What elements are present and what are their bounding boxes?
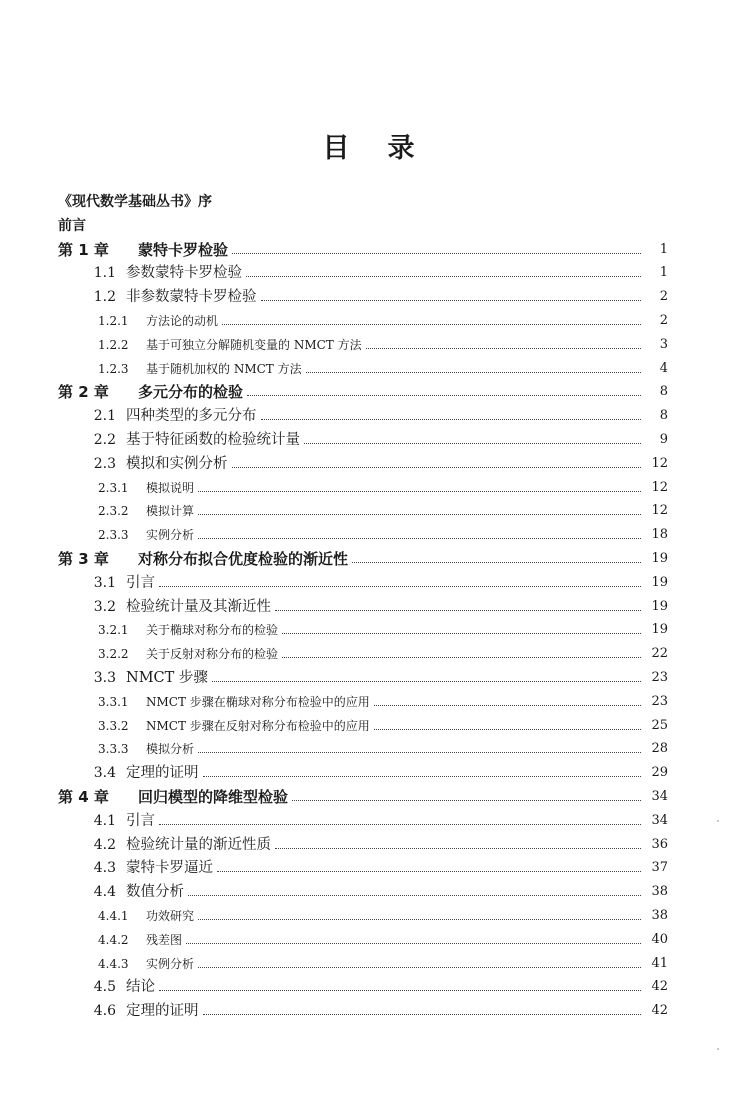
toc-front-matter-entry[interactable]: [58, 186, 668, 210]
dot-leader: [217, 871, 641, 872]
dot-leader: [232, 467, 642, 468]
toc-page-number: 19: [651, 551, 668, 566]
toc-entry-title: 关于椭球对称分布的检验: [146, 623, 279, 638]
toc-subsection-entry[interactable]: [98, 900, 668, 924]
toc-page-number: 36: [651, 836, 668, 852]
toc-section-entry[interactable]: [78, 567, 668, 591]
toc-entry-number: 2.3.1: [98, 480, 129, 495]
toc-entry-title: 模拟说明: [146, 480, 195, 495]
dot-leader: [188, 895, 641, 896]
dot-leader: [246, 276, 641, 277]
toc-page-number: 34: [651, 789, 668, 804]
toc-page-number: 19: [651, 622, 668, 638]
dot-leader: [159, 824, 641, 825]
dot-leader: [366, 348, 641, 349]
toc-entry-number: 1.2.2: [98, 337, 129, 352]
toc-page-number: 38: [651, 908, 668, 923]
toc-entry-title: 残差图: [146, 932, 183, 947]
toc-entry-number: 第 4 章: [58, 788, 109, 806]
toc-section-entry[interactable]: [78, 757, 668, 781]
toc-subsection-entry[interactable]: [98, 948, 668, 972]
toc-page-number: 40: [651, 931, 668, 947]
dot-leader: [203, 1014, 642, 1015]
dot-leader: [282, 633, 641, 634]
toc-page-number: 23: [651, 693, 668, 709]
toc-entry-number: 1.2.3: [98, 361, 129, 376]
toc-page-number: 8: [659, 384, 668, 400]
toc-entry-title: 蒙特卡罗检验: [138, 240, 229, 259]
toc-section-entry[interactable]: [78, 662, 668, 686]
dot-leader: [203, 776, 642, 777]
dot-leader: [232, 253, 641, 254]
toc-page-number: 1: [659, 241, 668, 257]
dot-leader: [198, 752, 641, 753]
dot-leader: [198, 538, 641, 539]
toc-entry-title: 数值分析: [126, 884, 184, 901]
toc-entry-title: 《现代数学基础丛书》序: [58, 194, 212, 210]
toc-entry-number: 4.4: [93, 884, 116, 901]
toc-entry-number: 3.1: [93, 574, 116, 591]
dot-leader: [306, 372, 641, 373]
toc-entry-title: 前言: [58, 217, 86, 234]
dot-leader: [374, 705, 641, 706]
toc-entry-number: 3.2: [93, 598, 116, 615]
toc-subsection-entry[interactable]: [98, 472, 668, 496]
toc-entry-number: 4.4.1: [98, 909, 129, 923]
toc-page-number: 9: [659, 432, 668, 447]
toc-section-entry[interactable]: [78, 829, 668, 853]
toc-entry-title: 引言: [126, 812, 155, 829]
toc-entry-number: 3.4: [93, 765, 116, 782]
toc-entry-title: 基于随机加权的 NMCT 方法: [146, 361, 302, 376]
toc-page-number: 3: [659, 336, 668, 352]
toc-page-number: 2: [659, 313, 668, 328]
dot-leader: [159, 990, 641, 991]
toc-entry-title: 回归模型的降维型检验: [138, 788, 289, 806]
toc-entry-number: 3.3.2: [98, 718, 129, 733]
toc-page-number: 1: [659, 265, 668, 281]
toc-entry-number: 第 3 章: [58, 550, 109, 568]
toc-subsection-entry[interactable]: [98, 924, 668, 948]
toc-page-number: 2: [659, 289, 668, 305]
toc-entry-number: 第 1 章: [58, 240, 109, 259]
dot-leader: [374, 729, 641, 730]
toc-subsection-entry[interactable]: [98, 519, 668, 543]
toc-section-entry[interactable]: [78, 995, 668, 1019]
toc-entry-title: 模拟计算: [146, 504, 195, 519]
toc-entry-title: 功效研究: [146, 909, 195, 923]
toc-entry-title: 四种类型的多元分布: [126, 408, 257, 425]
toc-page-number: 37: [651, 860, 668, 876]
toc-entry-title: 模拟分析: [146, 742, 195, 757]
toc-entry-number: 4.4.3: [98, 956, 129, 971]
toc-entry-number: 3.3.1: [98, 694, 129, 709]
toc-page-number: 19: [651, 574, 668, 590]
toc-entry-title: 蒙特卡罗逼近: [126, 860, 213, 877]
toc-page-number: 25: [651, 717, 668, 733]
toc-front-matter-entry[interactable]: [58, 210, 668, 234]
toc-entry-number: 2.3.2: [98, 504, 129, 519]
toc-entry-title: 引言: [126, 574, 155, 591]
toc-page-number: 42: [651, 1003, 668, 1019]
toc-entry-number: 4.3: [93, 860, 116, 877]
toc-entry-number: 3.3.3: [98, 742, 129, 757]
toc-section-entry[interactable]: [78, 591, 668, 615]
toc-section-entry[interactable]: [78, 971, 668, 995]
toc-section-entry[interactable]: [78, 281, 668, 305]
toc-entry-number: 4.4.2: [98, 932, 129, 947]
dot-leader: [198, 491, 641, 492]
toc-entry-title: 检验统计量的渐近性质: [126, 836, 271, 853]
dot-leader: [282, 657, 641, 658]
toc-entry-number: 4.1: [93, 812, 116, 829]
toc-entry-number: 2.3: [93, 455, 116, 472]
dot-leader: [304, 443, 641, 444]
toc-page-number: 41: [651, 955, 668, 971]
toc-entry-title: 基于特征函数的检验统计量: [126, 432, 300, 448]
toc-page-number: 38: [651, 884, 668, 900]
toc-entry-number: 2.1: [93, 408, 116, 425]
toc-page-number: 42: [651, 979, 668, 995]
toc-section-entry[interactable]: [78, 805, 668, 829]
toc-chapter-entry[interactable]: [58, 376, 668, 400]
toc-entry-title: 非参数蒙特卡罗检验: [126, 289, 257, 306]
toc-entry-title: 关于反射对称分布的检验: [146, 647, 279, 662]
toc-section-entry[interactable]: [78, 876, 668, 900]
toc-page-number: 34: [651, 812, 668, 828]
scan-speck: [717, 1048, 719, 1050]
dot-leader: [186, 943, 641, 944]
toc-section-entry[interactable]: [78, 448, 668, 472]
toc-chapter-entry[interactable]: [58, 781, 668, 805]
toc-entry-title: 定理的证明: [126, 765, 199, 782]
toc-entry-title: 对称分布拟合优度检验的渐近性: [138, 550, 349, 568]
toc-section-entry[interactable]: [78, 257, 668, 281]
toc-page-number: 12: [651, 455, 668, 471]
toc-page-number: 23: [651, 670, 668, 685]
toc-entry-title: 定理的证明: [126, 1003, 199, 1020]
toc-entry-title: 多元分布的检验: [138, 383, 244, 402]
toc-entry-number: 4.6: [93, 1003, 116, 1020]
dot-leader: [261, 300, 642, 301]
toc-entry-title: 实例分析: [146, 956, 195, 971]
toc-entry-number: 4.5: [93, 979, 116, 996]
dot-leader: [212, 681, 641, 682]
toc-subsection-entry[interactable]: [98, 329, 668, 353]
dot-leader: [198, 967, 641, 968]
toc-entry-title: 检验统计量及其渐近性: [126, 598, 271, 615]
toc-entry-number: 1.1: [93, 265, 116, 282]
toc-section-entry[interactable]: [78, 852, 668, 876]
dot-leader: [159, 586, 641, 587]
toc-entry-number: 1.2.1: [98, 314, 129, 328]
toc-subsection-entry[interactable]: [98, 710, 668, 734]
toc-entry-number: 第 2 章: [58, 383, 109, 402]
scan-speck: [717, 820, 719, 822]
dot-leader: [261, 419, 642, 420]
toc-entry-title: 基于可独立分解随机变量的 NMCT 方法: [146, 337, 362, 352]
toc-page-number: 28: [651, 741, 668, 757]
toc-subsection-entry[interactable]: [98, 353, 668, 377]
dot-leader: [247, 395, 641, 396]
toc-entry-number: 2.2: [93, 432, 116, 448]
toc-page-number: 8: [659, 408, 668, 424]
toc-chapter-entry[interactable]: [58, 234, 668, 258]
toc-subsection-entry[interactable]: [98, 638, 668, 662]
toc-entry-title: NMCT 步骤在椭球对称分布检验中的应用: [146, 694, 370, 709]
toc-entry-number: 3.3: [93, 670, 116, 686]
toc-entry-title: 结论: [126, 979, 155, 996]
toc-subsection-entry[interactable]: [98, 305, 668, 329]
dot-leader: [275, 848, 641, 849]
toc-entry-number: 1.2: [93, 289, 116, 306]
dot-leader: [352, 562, 641, 563]
dot-leader: [292, 800, 641, 801]
dot-leader: [275, 610, 641, 611]
toc-entry-title: NMCT 步骤在反射对称分布检验中的应用: [146, 718, 370, 733]
toc-entry-number: 4.2: [93, 836, 116, 853]
toc-entry-number: 2.3.3: [98, 528, 129, 543]
toc-subsection-entry[interactable]: [98, 495, 668, 519]
toc-entry-title: 实例分析: [146, 528, 195, 543]
toc-page-number: 18: [651, 527, 668, 543]
toc-section-entry[interactable]: [78, 424, 668, 448]
toc-section-entry[interactable]: [78, 400, 668, 424]
toc-chapter-entry[interactable]: [58, 543, 668, 567]
dot-leader: [222, 324, 641, 325]
toc-page-number: 12: [651, 479, 668, 495]
toc-page-number: 12: [651, 503, 668, 519]
toc-entry-title: 参数蒙特卡罗检验: [126, 265, 242, 282]
toc-entry-number: 3.2.2: [98, 647, 129, 662]
toc-page-number: 4: [659, 360, 668, 376]
toc-subsection-entry[interactable]: [98, 686, 668, 710]
toc-entry-title: NMCT 步骤: [126, 670, 208, 686]
toc-entry-title: 模拟和实例分析: [126, 455, 228, 472]
toc-page-number: 22: [651, 646, 668, 662]
toc-page-number: 29: [651, 765, 668, 781]
dot-leader: [198, 919, 641, 920]
dot-leader: [198, 514, 641, 515]
toc-page-number: 19: [651, 598, 668, 614]
toc-entry-number: 3.2.1: [98, 623, 129, 638]
toc-subsection-entry[interactable]: [98, 733, 668, 757]
toc-entry-title: 方法论的动机: [146, 314, 219, 328]
toc-subsection-entry[interactable]: [98, 614, 668, 638]
page-title: 目录: [322, 133, 453, 164]
